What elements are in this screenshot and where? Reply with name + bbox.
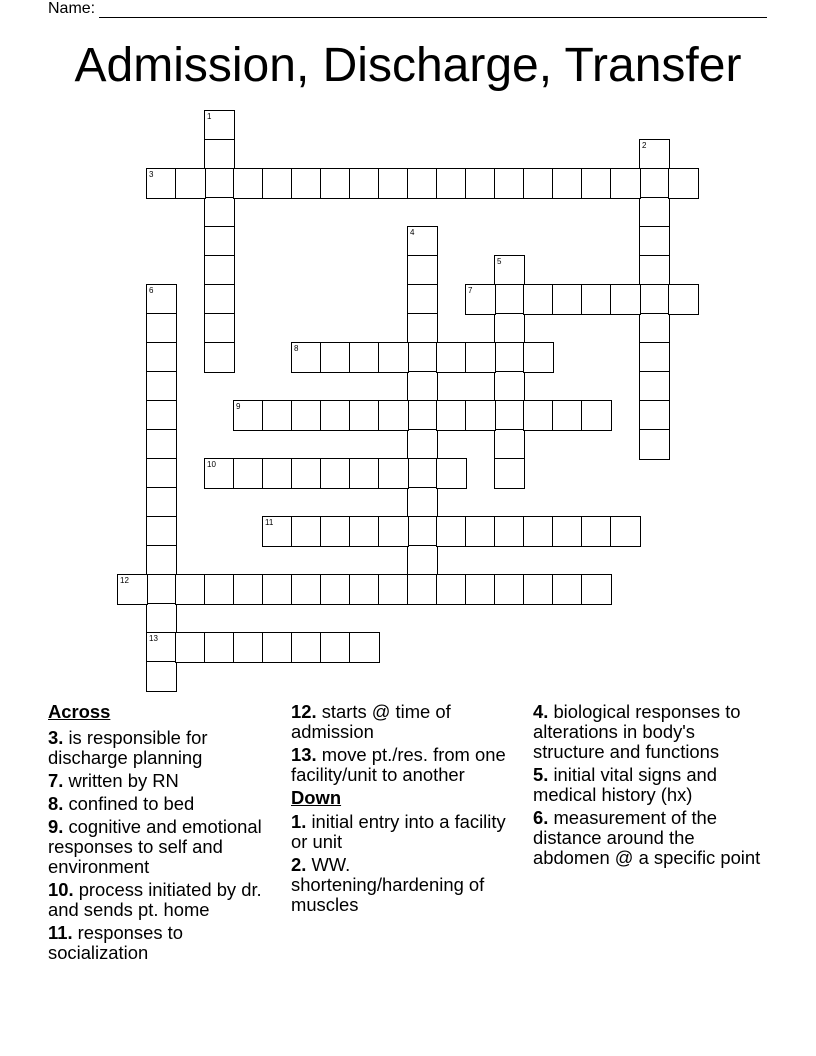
grid-cell bbox=[523, 400, 554, 431]
clue-number: 11 bbox=[265, 518, 274, 527]
grid-cell bbox=[552, 284, 583, 315]
grid-cell bbox=[407, 284, 438, 315]
grid-cell bbox=[320, 400, 351, 431]
clue-number-label: 6. bbox=[533, 807, 549, 828]
grid-cell bbox=[291, 574, 322, 605]
grid-cell bbox=[175, 574, 206, 605]
grid-cell bbox=[320, 516, 351, 547]
grid-cell bbox=[494, 313, 525, 344]
grid-cell bbox=[204, 226, 235, 257]
grid-cell bbox=[204, 284, 235, 315]
clue-number-label: 1. bbox=[291, 811, 307, 832]
grid-cell bbox=[523, 342, 554, 373]
clue-number: 12 bbox=[120, 576, 129, 585]
grid-cell bbox=[581, 400, 612, 431]
grid-cell bbox=[494, 168, 525, 199]
clue-text: WW. shortening/hardening of muscles bbox=[291, 854, 485, 915]
across-clue bbox=[48, 880, 273, 920]
clue-number-label: 2. bbox=[291, 854, 307, 875]
grid-cell bbox=[320, 632, 351, 663]
clue-number: 4 bbox=[410, 228, 415, 237]
grid-cell bbox=[378, 574, 409, 605]
grid-cell bbox=[581, 168, 612, 199]
grid-cell bbox=[407, 342, 438, 373]
grid-cell bbox=[610, 284, 641, 315]
clue-number-label: 5. bbox=[533, 764, 549, 785]
grid-cell bbox=[465, 342, 496, 373]
grid-cell bbox=[668, 284, 699, 315]
down-clue bbox=[291, 855, 516, 915]
grid-cell bbox=[523, 574, 554, 605]
clue-number: 1 bbox=[207, 112, 212, 121]
grid-cell bbox=[146, 516, 177, 547]
grid-cell bbox=[552, 168, 583, 199]
clues-column-3 bbox=[533, 702, 763, 871]
grid-cell bbox=[204, 168, 235, 199]
grid-cell bbox=[146, 284, 177, 315]
clue-number: 5 bbox=[497, 257, 502, 266]
clue-text: process initiated by dr. and sends pt. home bbox=[48, 879, 262, 920]
grid-cell bbox=[291, 458, 322, 489]
clue-number-label: 8. bbox=[48, 793, 64, 814]
clue-text: initial vital signs and medical history (hx) bbox=[533, 764, 718, 805]
down-clue bbox=[533, 702, 763, 762]
grid-cell bbox=[233, 168, 264, 199]
grid-cell bbox=[639, 284, 670, 315]
clue-number-label: 10. bbox=[48, 879, 74, 900]
grid-cell bbox=[639, 139, 670, 170]
clue-number: 10 bbox=[207, 460, 216, 469]
grid-cell bbox=[204, 632, 235, 663]
grid-cell bbox=[204, 139, 235, 170]
grid-cell bbox=[262, 458, 293, 489]
grid-cell bbox=[581, 574, 612, 605]
grid-cell bbox=[523, 168, 554, 199]
grid-cell bbox=[233, 632, 264, 663]
grid-cell bbox=[146, 545, 177, 576]
grid-cell bbox=[639, 371, 670, 402]
grid-cell bbox=[378, 342, 409, 373]
grid-cell bbox=[146, 371, 177, 402]
grid-cell bbox=[407, 429, 438, 460]
across-clue-list-continued bbox=[291, 702, 516, 785]
clue-text: cognitive and emotional responses to self and environment bbox=[48, 816, 262, 877]
grid-cell bbox=[262, 574, 293, 605]
grid-cell bbox=[407, 255, 438, 286]
grid-cell bbox=[639, 226, 670, 257]
grid-cell bbox=[494, 371, 525, 402]
name-label: Name: bbox=[48, 0, 96, 17]
grid-cell bbox=[146, 661, 177, 692]
grid-cell bbox=[523, 516, 554, 547]
across-clue bbox=[291, 702, 516, 742]
grid-cell bbox=[407, 545, 438, 576]
grid-cell bbox=[436, 342, 467, 373]
grid-cell bbox=[291, 400, 322, 431]
across-heading: Across bbox=[48, 701, 111, 722]
clue-number-label: 13. bbox=[291, 744, 317, 765]
grid-cell bbox=[146, 458, 177, 489]
grid-cell bbox=[349, 574, 380, 605]
grid-cell bbox=[610, 168, 641, 199]
grid-cell bbox=[581, 284, 612, 315]
grid-cell bbox=[494, 516, 525, 547]
grid-cell bbox=[436, 574, 467, 605]
grid-cell bbox=[436, 400, 467, 431]
clue-number-label: 11. bbox=[48, 922, 73, 943]
grid-cell bbox=[436, 516, 467, 547]
grid-cell bbox=[639, 400, 670, 431]
clue-number: 6 bbox=[149, 286, 154, 295]
across-clue bbox=[48, 817, 273, 877]
grid-cell bbox=[262, 168, 293, 199]
grid-cell bbox=[494, 284, 525, 315]
grid-cell bbox=[494, 429, 525, 460]
across-clue bbox=[48, 923, 273, 963]
grid-cell bbox=[378, 168, 409, 199]
clue-number: 9 bbox=[236, 402, 241, 411]
grid-cell bbox=[291, 632, 322, 663]
across-clue bbox=[48, 728, 273, 768]
grid-cell bbox=[465, 516, 496, 547]
grid-cell bbox=[407, 516, 438, 547]
grid-cell bbox=[146, 168, 177, 199]
grid-cell bbox=[349, 342, 380, 373]
grid-cell bbox=[465, 284, 496, 315]
grid-cell bbox=[320, 168, 351, 199]
grid-cell bbox=[204, 110, 235, 141]
clue-text: is responsible for discharge planning bbox=[48, 727, 208, 768]
down-heading: Down bbox=[291, 787, 342, 808]
grid-cell bbox=[349, 168, 380, 199]
clue-text: confined to bed bbox=[63, 793, 195, 814]
clue-text: measurement of the distance around the abdomen @ a specific point bbox=[533, 807, 761, 868]
grid-cell bbox=[494, 574, 525, 605]
grid-cell bbox=[320, 342, 351, 373]
down-clue-list bbox=[291, 812, 516, 915]
grid-cell bbox=[639, 168, 670, 199]
puzzle-title: Admission, Discharge, Transfer bbox=[74, 39, 742, 92]
grid-cell bbox=[204, 342, 235, 373]
clue-number: 3 bbox=[149, 170, 154, 179]
grid-cell bbox=[320, 574, 351, 605]
grid-cell bbox=[407, 371, 438, 402]
clue-text: initial entry into a facility or unit bbox=[291, 811, 506, 852]
grid-cell bbox=[407, 487, 438, 518]
grid-cell bbox=[639, 342, 670, 373]
clues-column-1 bbox=[48, 702, 273, 966]
grid-cell bbox=[349, 400, 380, 431]
grid-cell bbox=[204, 255, 235, 286]
clues-column-2 bbox=[291, 702, 516, 918]
clue-number-label: 3. bbox=[48, 727, 64, 748]
grid-cell bbox=[378, 458, 409, 489]
grid-cell bbox=[378, 400, 409, 431]
grid-cell bbox=[262, 400, 293, 431]
grid-cell bbox=[349, 458, 380, 489]
grid-cell bbox=[320, 458, 351, 489]
grid-cell bbox=[378, 516, 409, 547]
across-clue bbox=[48, 794, 273, 814]
grid-cell bbox=[146, 313, 177, 344]
grid-cell bbox=[262, 516, 293, 547]
grid-cell bbox=[175, 632, 206, 663]
grid-cell bbox=[291, 516, 322, 547]
grid-cell bbox=[407, 313, 438, 344]
grid-cell bbox=[233, 574, 264, 605]
down-clue-list-continued bbox=[533, 702, 763, 868]
grid-cell bbox=[407, 400, 438, 431]
grid-cell bbox=[639, 313, 670, 344]
grid-cell bbox=[407, 458, 438, 489]
grid-cell bbox=[204, 574, 235, 605]
grid-cell bbox=[291, 168, 322, 199]
grid-cell bbox=[204, 197, 235, 228]
grid-cell bbox=[407, 168, 438, 199]
grid-cell bbox=[291, 342, 322, 373]
grid-cell bbox=[117, 574, 148, 605]
clue-number: 8 bbox=[294, 344, 299, 353]
grid-cell bbox=[407, 574, 438, 605]
grid-cell bbox=[407, 226, 438, 257]
clue-number: 7 bbox=[468, 286, 473, 295]
grid-cell bbox=[146, 400, 177, 431]
grid-cell bbox=[146, 487, 177, 518]
grid-cell bbox=[610, 516, 641, 547]
clue-text: starts @ time of admission bbox=[291, 701, 451, 742]
grid-cell bbox=[552, 574, 583, 605]
grid-cell bbox=[639, 197, 670, 228]
grid-cell bbox=[465, 168, 496, 199]
grid-cell bbox=[494, 255, 525, 286]
clue-number: 2 bbox=[642, 141, 647, 150]
clue-text: responses to socialization bbox=[48, 922, 183, 963]
grid-cell bbox=[233, 400, 264, 431]
grid-cell bbox=[465, 400, 496, 431]
grid-cell bbox=[465, 574, 496, 605]
grid-cell bbox=[436, 168, 467, 199]
grid-cell bbox=[146, 574, 177, 605]
down-clue bbox=[533, 765, 763, 805]
clue-number-label: 9. bbox=[48, 816, 64, 837]
grid-cell bbox=[581, 516, 612, 547]
grid-cell bbox=[523, 284, 554, 315]
down-clue bbox=[533, 808, 763, 868]
grid-cell bbox=[262, 632, 293, 663]
grid-cell bbox=[204, 458, 235, 489]
grid-cell bbox=[552, 400, 583, 431]
grid-cell bbox=[436, 458, 467, 489]
grid-cell bbox=[146, 603, 177, 634]
grid-cell bbox=[494, 458, 525, 489]
clue-number-label: 12. bbox=[291, 701, 317, 722]
grid-cell bbox=[233, 458, 264, 489]
down-clue bbox=[291, 812, 516, 852]
clue-text: biological responses to alterations in body's structure and functions bbox=[533, 701, 741, 762]
grid-cell bbox=[349, 516, 380, 547]
across-clue bbox=[291, 745, 516, 785]
grid-cell bbox=[639, 255, 670, 286]
grid-cell bbox=[204, 313, 235, 344]
clue-number: 13 bbox=[149, 634, 158, 643]
across-clue bbox=[48, 771, 273, 791]
grid-cell bbox=[668, 168, 699, 199]
clue-number-label: 4. bbox=[533, 701, 549, 722]
grid-cell bbox=[146, 429, 177, 460]
clue-text: move pt./res. from one facility/unit to another bbox=[291, 744, 506, 785]
grid-cell bbox=[639, 429, 670, 460]
grid-cell bbox=[349, 632, 380, 663]
grid-cell bbox=[146, 632, 177, 663]
clue-text: written by RN bbox=[63, 770, 179, 791]
clue-number-label: 7. bbox=[48, 770, 64, 791]
grid-cell bbox=[175, 168, 206, 199]
grid-cell bbox=[146, 342, 177, 373]
grid-cell bbox=[552, 516, 583, 547]
across-clue-list bbox=[48, 728, 273, 963]
grid-cell bbox=[494, 400, 525, 431]
grid-cell bbox=[494, 342, 525, 373]
